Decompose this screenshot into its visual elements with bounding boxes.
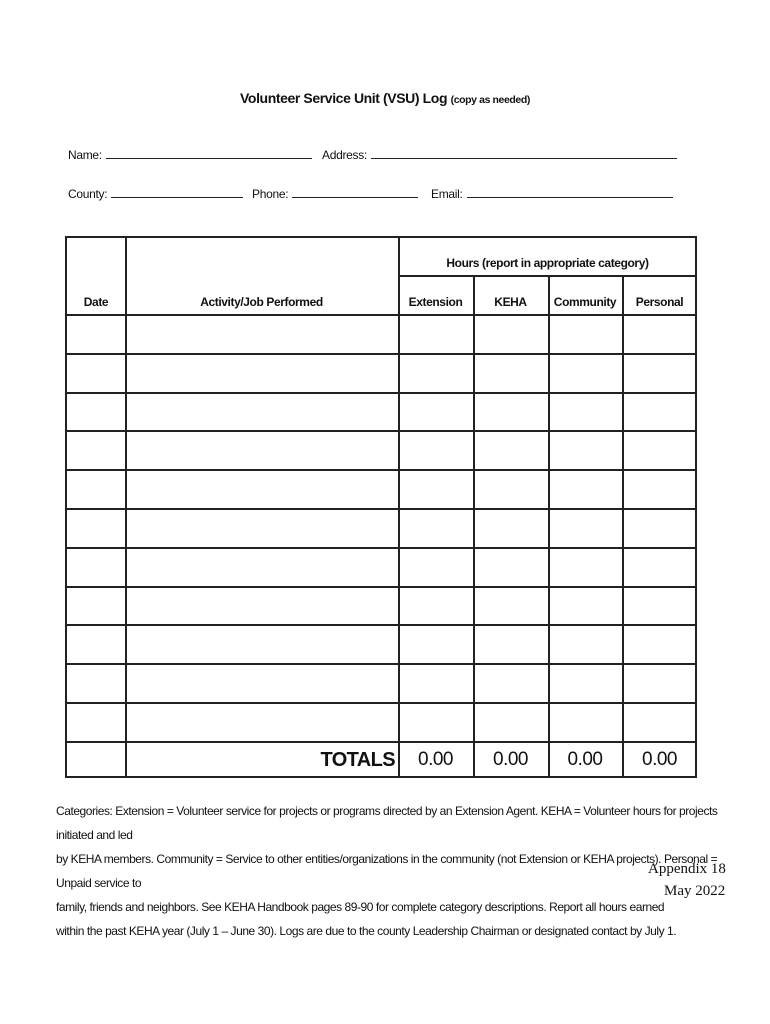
total-keha: 0.00 <box>493 749 528 770</box>
form-title-text: Volunteer Service Unit (VSU) Log <box>240 90 448 106</box>
table-row-line <box>67 663 695 665</box>
col-header-keha: KEHA <box>494 295 527 309</box>
grid-line <box>622 275 624 776</box>
total-extension: 0.00 <box>418 749 453 770</box>
total-personal: 0.00 <box>642 749 677 770</box>
table-row-line <box>67 430 695 432</box>
hours-group-header: Hours (report in appropriate category) <box>446 256 649 270</box>
table-row-line <box>67 586 695 588</box>
note-line: family, friends and neighbors. See KEHA Handbook pages 89-90 for complete category descriptions. Report all hours earned <box>56 900 665 914</box>
name-line[interactable] <box>106 147 312 159</box>
appendix-label: Appendix 18 <box>648 861 726 877</box>
phone-label: Phone: <box>252 187 289 201</box>
totals-row-line <box>67 741 695 743</box>
col-header-date: Date <box>83 295 109 309</box>
table-row-line <box>67 702 695 704</box>
phone-line[interactable] <box>292 186 418 198</box>
address-line[interactable] <box>371 147 677 159</box>
name-label: Name: <box>68 148 102 162</box>
table-row-line <box>67 624 695 626</box>
county-label: County: <box>68 187 108 201</box>
county-field[interactable] <box>68 186 243 201</box>
phone-field[interactable] <box>252 186 418 201</box>
table-row-line <box>67 314 695 316</box>
grid-line <box>548 275 550 776</box>
email-label: Email: <box>431 187 463 201</box>
note-line: within the past KEHA year (July 1 – June 30). Logs are due to the county Leadership Chairman or designated contact by July 1. <box>56 924 677 938</box>
appendix-block <box>648 858 726 902</box>
address-label: Address: <box>322 148 367 162</box>
grid-line <box>398 275 695 277</box>
email-field[interactable] <box>431 186 673 201</box>
email-line[interactable] <box>467 186 673 198</box>
totals-label: TOTALS <box>320 749 395 771</box>
table-row-line <box>67 508 695 510</box>
col-header-extension: Extension <box>408 295 463 309</box>
appendix-date: May 2022 <box>664 883 726 899</box>
grid-line <box>125 238 127 776</box>
category-note <box>56 799 726 943</box>
table-row-line <box>67 469 695 471</box>
address-field[interactable] <box>322 147 677 162</box>
vsu-log-table <box>65 236 697 778</box>
col-header-activity: Activity/Job Performed <box>200 295 323 309</box>
name-field[interactable] <box>68 147 312 162</box>
grid-line <box>398 238 400 776</box>
table-row-line <box>67 353 695 355</box>
note-line: Categories: Extension = Volunteer service for projects or programs directed by an Extension Agent. KEHA = Volunteer hours for projects initiated and led <box>56 804 718 842</box>
form-title-note: (copy as needed) <box>450 94 530 106</box>
county-line[interactable] <box>111 186 243 198</box>
form-title <box>0 90 770 106</box>
table-row-line <box>67 392 695 394</box>
grid-line <box>473 275 475 776</box>
total-community: 0.00 <box>567 749 603 770</box>
col-header-community: Community <box>553 295 617 309</box>
col-header-personal: Personal <box>635 295 684 309</box>
note-line: by KEHA members. Community = Service to other entities/organizations in the community (not Extension or KEHA projects). Personal = Unpaid service to <box>56 852 718 890</box>
table-row-line <box>67 547 695 549</box>
